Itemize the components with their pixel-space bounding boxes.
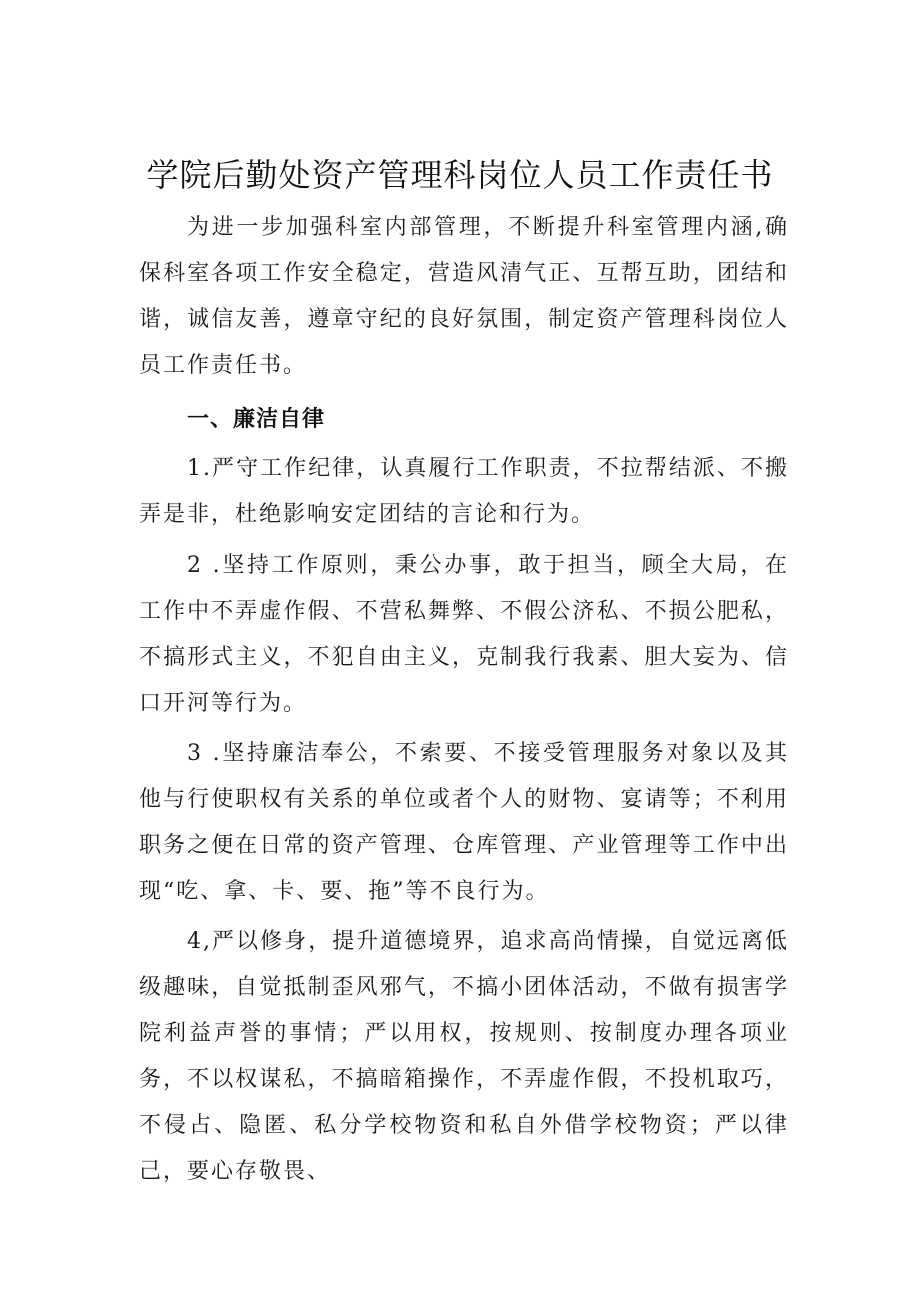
item-paragraph-1: 1.严守工作纪律，认真履行工作职责，不拉帮结派、不搬弄是非，杜绝影响安定团结的言论和行为。 (139, 456, 789, 527)
intro-paragraph: 为进一步加强科室内部管理，不断提升科室管理内涵,确保科室各项工作安全稳定，营造风清气正、互帮互助，团结和谐，诚信友善，遵章守纪的良好氛围，制定资产管理科岗位人员工作责任书。 (139, 215, 789, 378)
item-paragraph-4: 4,严以修身，提升道德境界，追求高尚情操，自觉远离低级趣味，自觉抵制歪风邪气，不搞小团体活动，不做有损害学院利益声誉的事情；严以用权，按规则、按制度办理各项业务，不以权谋私，不搞暗箱操作，不弄虚作假，不投机取巧，不侵占、隐匿、私分学校物资和私自外借学校物资；严以律己，要心存敬畏、 (139, 929, 789, 1184)
section-heading: 一、廉洁自律 (187, 407, 326, 432)
item-paragraph-3: 3 .坚持廉洁奉公，不索要、不接受管理服务对象以及其他与行使职权有关系的单位或者个人的财物、宴请等；不利用职务之便在日常的资产管理、仓库管理、产业管理等工作中出现“吃、拿、卡、要、拖”等不良行为。 (139, 741, 789, 904)
document-title: 学院后勤处资产管理科岗位人员工作责任书 (146, 156, 774, 195)
item-paragraph-2: 2 .坚持工作原则，秉公办事，敢于担当，顾全大局，在工作中不弄虚作假、不营私舞弊、不假公济私、不损公肥私，不搞形式主义，不犯自由主义，克制我行我素、胆大妄为、信口开河等行为。 (139, 553, 789, 716)
